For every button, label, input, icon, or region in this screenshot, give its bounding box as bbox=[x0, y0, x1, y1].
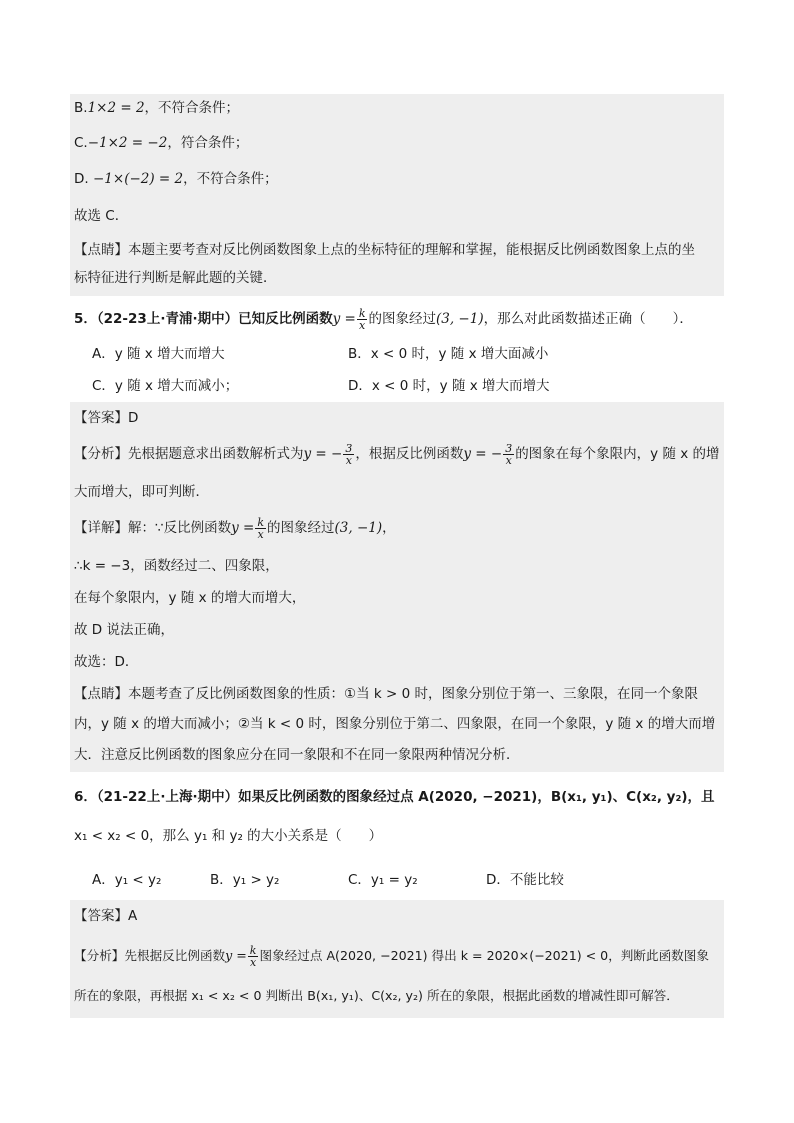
q4-solution-block bbox=[70, 94, 724, 296]
q5-option-d: D．x < 0 时，y 随 x 增大而增大 bbox=[348, 378, 550, 394]
q5-detail-line: 【详解】解：∵反比例函数y = $\frac{k}{x}$ 的图象经过(3, −1)， bbox=[74, 515, 396, 541]
fraction-k-over-x-2: $\frac{k}{x}$ bbox=[257, 515, 264, 541]
q5-option-c: C．y 随 x 增大而减小； bbox=[92, 378, 239, 394]
q6-stem-line2: x₁ < x₂ < 0，那么 y₁ 和 y₂ 的大小关系是（ ） bbox=[74, 828, 383, 844]
q6-answer: 【答案】A bbox=[74, 908, 138, 924]
q5-step1: ∴k = −3，函数经过二、四象限， bbox=[74, 558, 279, 574]
q5-step3: 故 D 说法正确， bbox=[74, 622, 174, 638]
q5-analysis-line2: 大而增大，即可判断． bbox=[74, 484, 209, 500]
q5-stem: 5．（22-23上·青浦·期中）已知反比例函数y = $\frac{k}{x}$ 的图象经过(3, −1)，那么对此函数描述正确（ ）． bbox=[74, 306, 693, 332]
q5-answer: 【答案】D bbox=[74, 410, 139, 426]
q5-comment-line2: 内，y 随 x 的增大而减小；②当 k < 0 时，图象分别位于第二、四象限，在同一个象限，y 随 x 的增大而增 bbox=[74, 716, 716, 732]
q5-option-a: A．y 随 x 增大而增大 bbox=[92, 346, 225, 362]
q4-comment-line1: 【点睛】本题主要考查对反比例函数图象上点的坐标特征的理解和掌握，能根据反比例函数图象上点的坐 bbox=[74, 242, 695, 258]
q6-option-c: C．y₁ = y₂ bbox=[348, 872, 418, 888]
q4-conclusion: 故选 C． bbox=[74, 208, 129, 224]
q5-analysis-line1: 【分析】先根据题意求出函数解析式为y = − $\frac{3}{x}$ ，根据反比例函数y = − $\frac{3}{x}$ 的图象在每个象限内，y 随 x 的增 bbox=[74, 441, 720, 467]
fraction-k-over-x-3: $\frac{k}{x}$ bbox=[249, 944, 257, 969]
q5-option-b: B．x < 0 时，y 随 x 增大面减小 bbox=[348, 346, 549, 362]
q5-step4: 故选：D． bbox=[74, 654, 139, 670]
q4-comment-line2: 标特征进行判断是解此题的关键． bbox=[74, 270, 277, 286]
q6-analysis-line1: 【分析】先根据反比例函数y = $\frac{k}{x}$ 图象经过点 A(2020, −2021) 得出 k = 2020×(−2021) < 0，判断此函数图象 bbox=[74, 944, 709, 969]
q4-option-c: C.−1×2 = −2，符合条件； bbox=[74, 135, 249, 151]
fraction-3-over-x: $\frac{3}{x}$ bbox=[345, 441, 353, 467]
q6-option-b: B．y₁ > y₂ bbox=[210, 872, 280, 888]
q4-option-d: D. −1×(−2) = 2，不符合条件； bbox=[74, 171, 278, 187]
q5-comment-line3: 大．注意反比例函数的图象应分在同一象限和不在同一象限两种情况分析． bbox=[74, 747, 520, 763]
fraction-3-over-x-2: $\frac{3}{x}$ bbox=[505, 441, 513, 467]
q5-step2: 在每个象限内，y 随 x 的增大而增大， bbox=[74, 590, 306, 606]
q6-stem-line1: 6．（21-22上·上海·期中）如果反比例函数的图象经过点 A(2020, −2021)，B(x₁, y₁)、C(x₂, y₂)，且 bbox=[74, 789, 715, 805]
q6-option-d: D．不能比较 bbox=[486, 872, 564, 888]
fraction-k-over-x: $\frac{k}{x}$ bbox=[358, 306, 366, 332]
q6-option-a: A．y₁ < y₂ bbox=[92, 872, 162, 888]
q5-comment-line1: 【点睛】本题考查了反比例函数图象的性质：①当 k > 0 时，图象分别位于第一、三象限，在同一个象限 bbox=[74, 686, 698, 702]
q4-option-b: B.1×2 = 2，不符合条件； bbox=[74, 100, 240, 116]
q6-analysis-line2: 所在的象限，再根据 x₁ < x₂ < 0 判断出 B(x₁, y₁)、C(x₂, y₂) 所在的象限，根据此函数的增减性即可解答． bbox=[74, 988, 679, 1003]
